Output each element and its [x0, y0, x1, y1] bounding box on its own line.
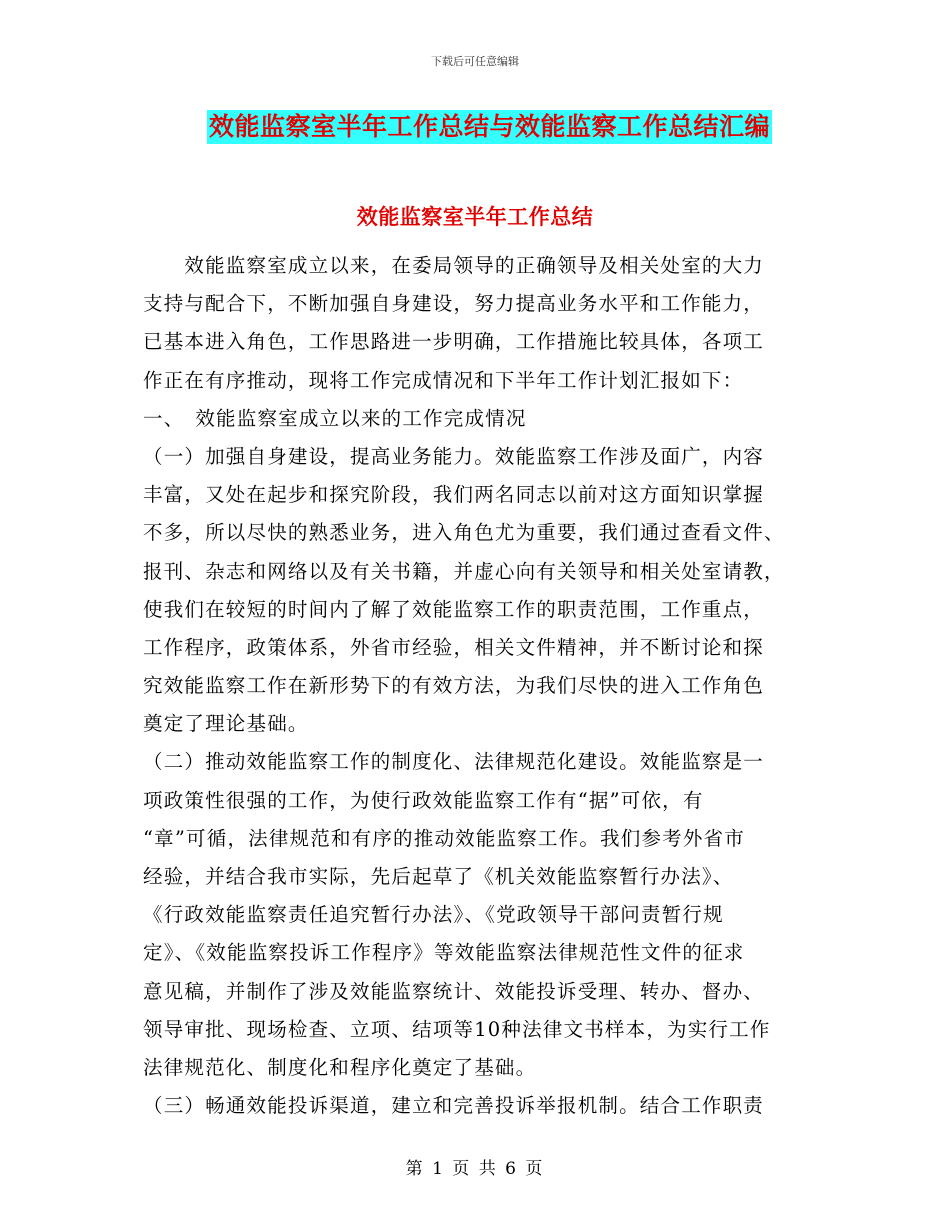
- document-main-title: 效能监察室半年工作总结与效能监察工作总结汇编: [207, 110, 772, 144]
- body-line: （三）畅通效能投诉渠道，建立和完善投诉举报机制。结合工作职责: [143, 1094, 765, 1118]
- body-line: 法律规范化、制度化和程序化奠定了基础。: [143, 1055, 537, 1079]
- body-line: 效能监察室成立以来，在委局领导的正确领导及相关处室的大力: [143, 254, 765, 277]
- body-line: 项政策性很强的工作，为使行政效能监察工作有“据”可依，有: [143, 788, 704, 812]
- body-line: 经验，并结合我市实际，先后起草了《机关效能监察暂行办法》、: [143, 865, 734, 888]
- body-line: “章”可循，法律规范和有序的推动效能监察工作。我们参考外省市: [143, 826, 745, 850]
- body-line: 不多，所以尽快的熟悉业务，进入角色尤为重要，我们通过查看文件、: [143, 521, 785, 545]
- body-line: 意见稿，并制作了涉及效能监察统计、效能投诉受理、转办、督办、: [143, 979, 765, 1003]
- body-line: 工作程序，政策体系，外省市经验，相关文件精神，并不断讨论和探: [143, 635, 765, 659]
- body-line: （一）加强自身建设，提高业务能力。效能监察工作涉及面广，内容: [143, 444, 765, 468]
- body-line: 使我们在较短的时间内了解了效能监察工作的职责范围，工作重点，: [143, 597, 765, 621]
- body-line: 作正在有序推动，现将工作完成情况和下半年工作计划汇报如下：: [143, 368, 744, 392]
- section-heading: 一、 效能监察室成立以来的工作完成情况: [143, 406, 527, 430]
- body-line: 丰富，又处在起步和探究阶段，我们两名同志以前对这方面知识掌握: [143, 483, 765, 507]
- section-title: 效能监察室半年工作总结: [356, 205, 594, 229]
- body-line: 已基本进入角色，工作思路进一步明确，工作措施比较具体，各项工: [143, 330, 765, 354]
- document-body: [143, 247, 798, 1125]
- body-line: 支持与配合下，不断加强自身建设，努力提高业务水平和工作能力，: [143, 292, 765, 316]
- body-line: 报刊、杂志和网络以及有关书籍，并虚心向有关领导和相关处室请教，: [143, 559, 785, 583]
- page-header-note: 下载后可任意编辑: [431, 55, 519, 68]
- body-line: 定》、《效能监察投诉工作程序》等效能监察法律规范性文件的征求: [143, 941, 745, 965]
- page-number-footer: 第 1 页 共 6 页: [405, 1159, 545, 1179]
- body-line: 《行政效能监察责任追究暂行办法》、《党政领导干部问责暂行规: [143, 903, 724, 927]
- body-line: 究效能监察工作在新形势下的有效方法，为我们尽快的进入工作角色: [143, 674, 765, 698]
- body-line: （二）推动效能监察工作的制度化、法律规范化建设。效能监察是一: [143, 750, 765, 774]
- body-line: 领导审批、现场检查、立项、结项等10种法律文书样本，为实行工作: [143, 1017, 771, 1041]
- body-line: 奠定了理论基础。: [143, 712, 309, 736]
